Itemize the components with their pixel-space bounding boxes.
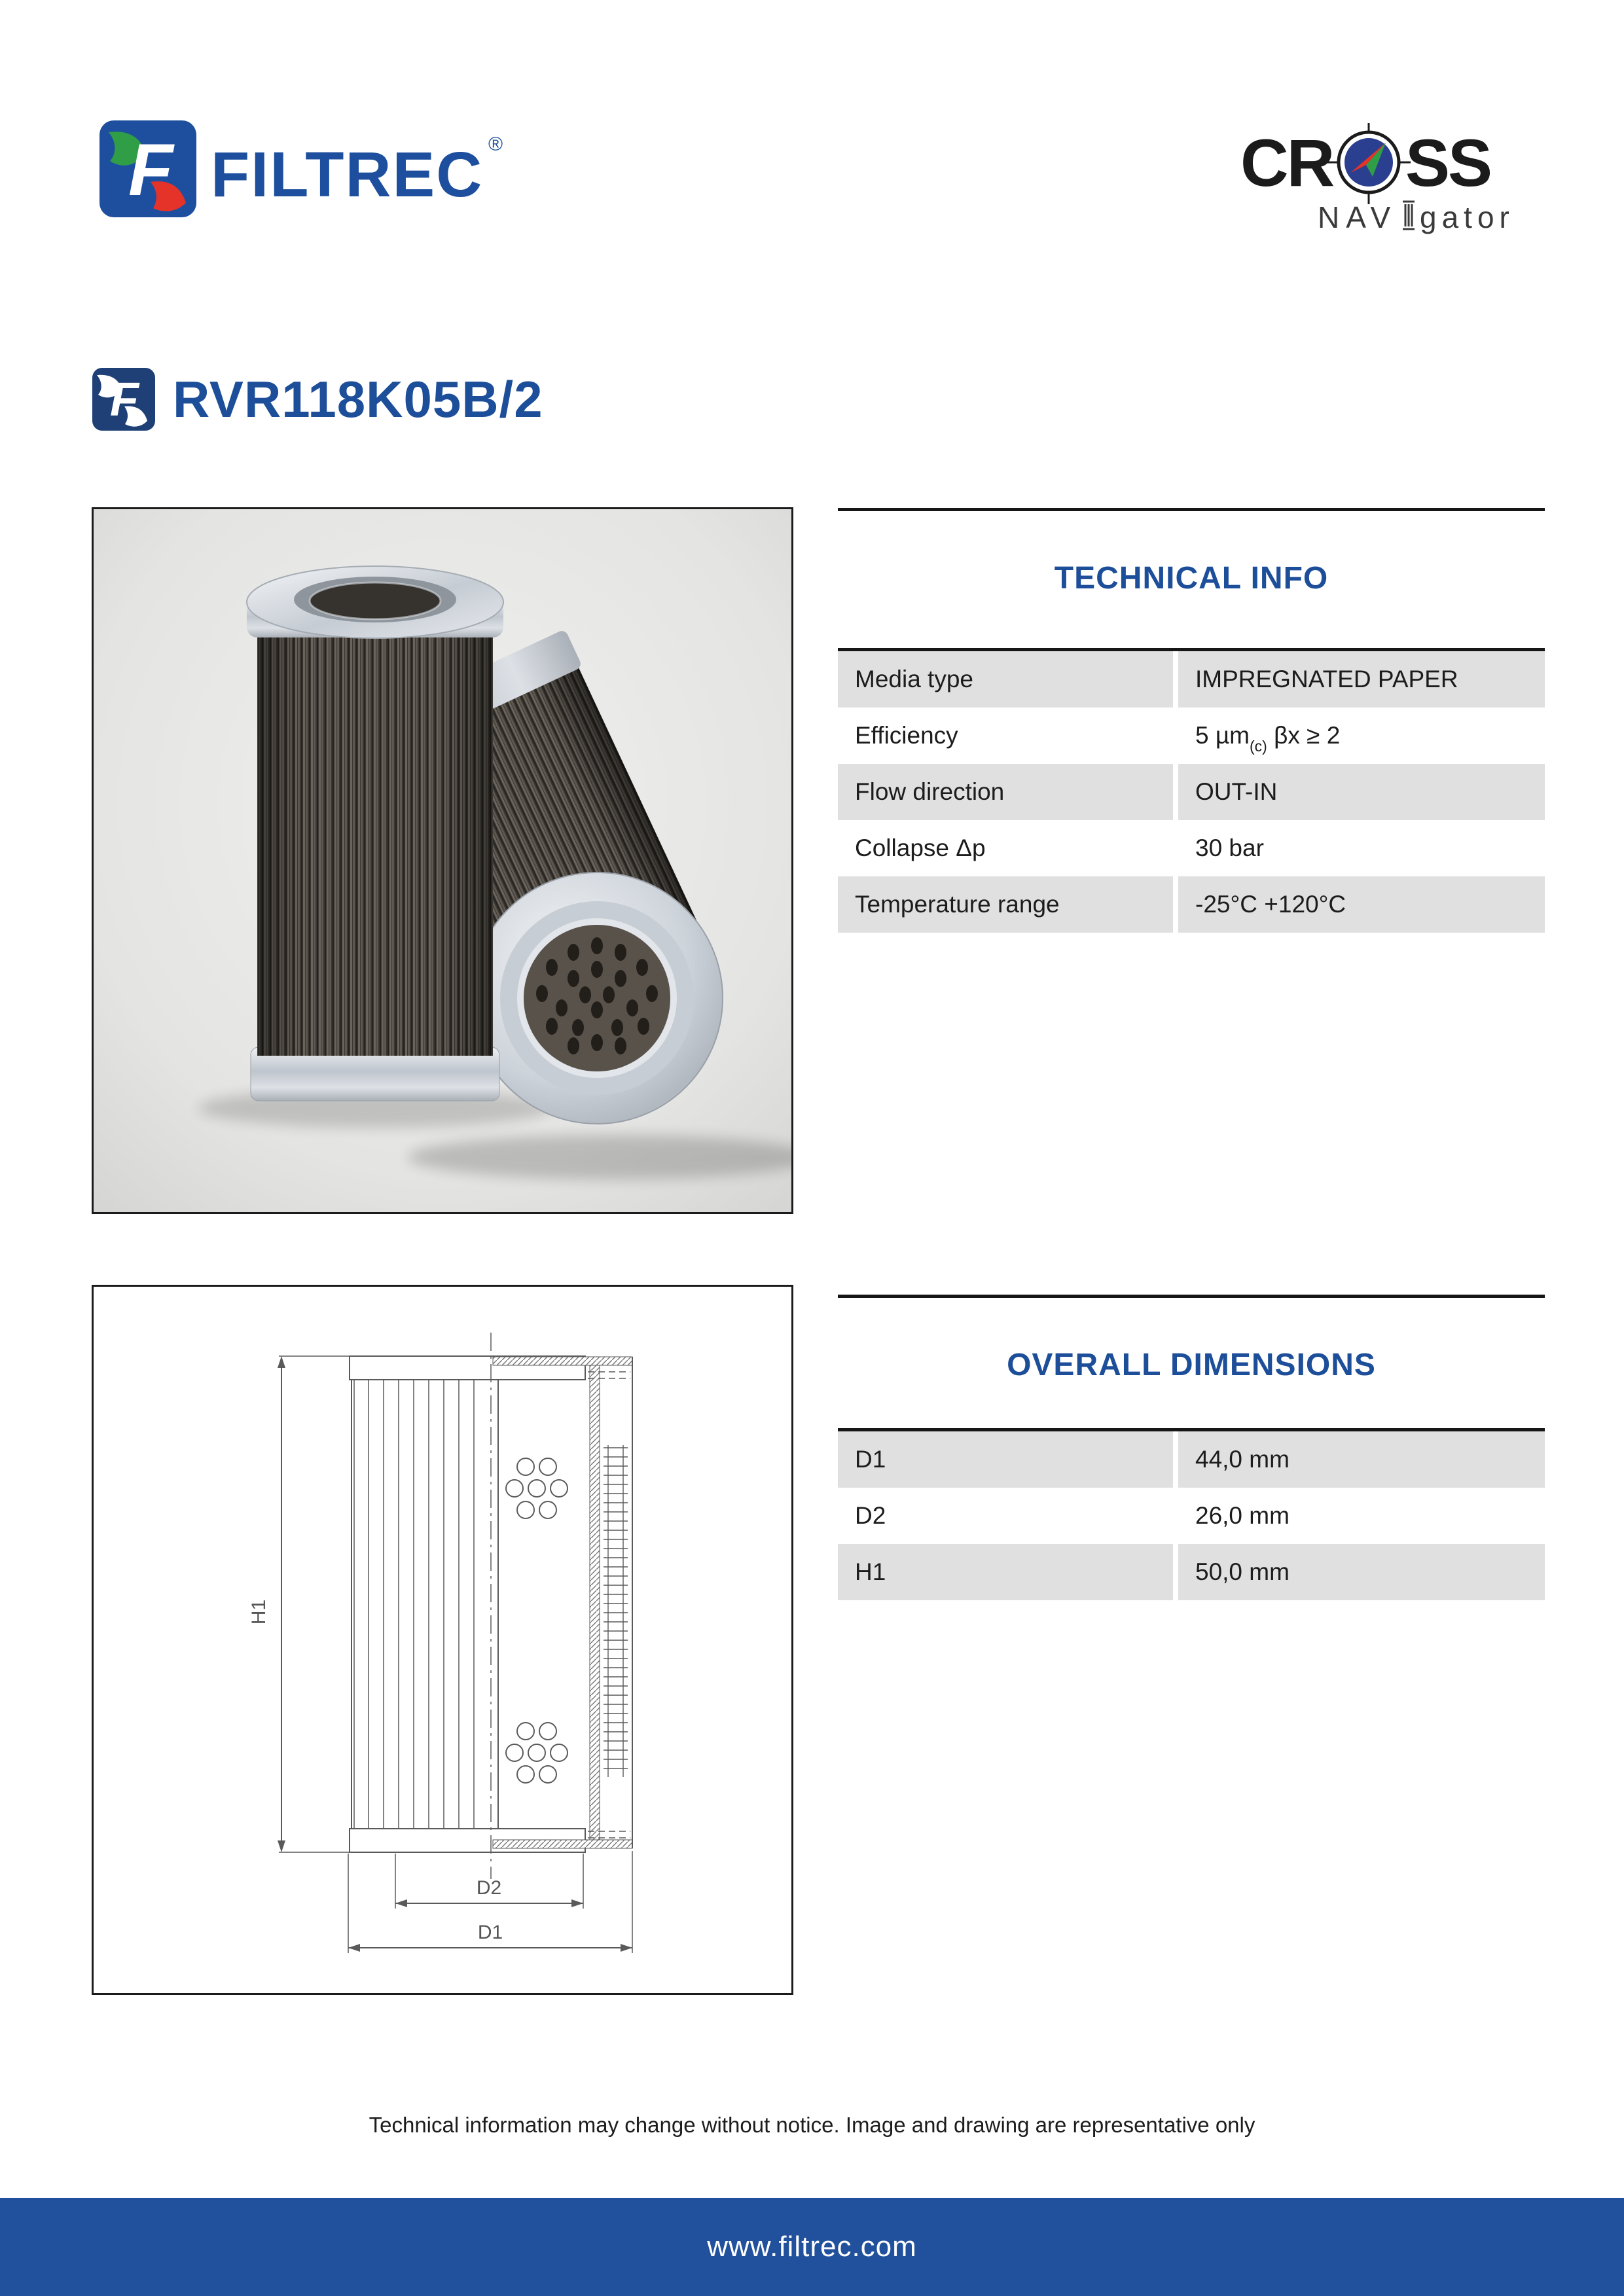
row-value: -25°C +120°C <box>1178 876 1545 933</box>
row-value: 5 µm$_{(c)}$ βx ≥ 2 <box>1178 708 1545 764</box>
registered-mark: ® <box>488 134 503 155</box>
disclaimer-text: Technical information may change without notice. Image and drawing are representative only <box>369 2113 1255 2137</box>
row-label: Media type <box>838 651 1173 708</box>
filtrec-logo <box>98 119 517 219</box>
column-icon <box>1403 202 1415 229</box>
lying-filter-face <box>471 872 723 1124</box>
row-value: 30 bar <box>1178 820 1545 876</box>
compass-icon <box>1327 123 1411 204</box>
overall-dimensions-divider <box>838 1295 1545 1298</box>
table-row <box>838 876 1545 933</box>
row-label: H1 <box>838 1544 1173 1600</box>
cross-navigator-logo <box>1240 123 1542 238</box>
navigator-left: NAV <box>1318 200 1398 234</box>
product-code: RVR118K05B/2 <box>173 370 543 428</box>
row-value: OUT-IN <box>1178 764 1545 820</box>
svg-text:F: F <box>110 374 139 426</box>
row-value: 26,0 mm <box>1178 1488 1545 1544</box>
filtrec-logo-f: F <box>128 129 173 211</box>
technical-info-divider <box>838 508 1545 511</box>
dim-label-d2: D2 <box>476 1877 502 1899</box>
overall-dimensions-title: OVERALL DIMENSIONS <box>1007 1348 1376 1382</box>
table-row <box>838 820 1545 876</box>
cross-word-right: SS <box>1405 126 1491 200</box>
product-photo <box>92 507 793 1214</box>
technical-info-table <box>838 648 1545 933</box>
dim-label-d1: D1 <box>477 1922 503 1943</box>
row-value: 44,0 mm <box>1178 1431 1545 1488</box>
row-value: IMPREGNATED PAPER <box>1178 651 1545 708</box>
row-value: 50,0 mm <box>1178 1544 1545 1600</box>
table-row <box>838 651 1545 708</box>
row-label: D1 <box>838 1431 1173 1488</box>
table-row <box>838 1544 1545 1600</box>
navigator-right: gator <box>1420 200 1515 234</box>
row-label: Collapse Δp <box>838 820 1173 876</box>
product-title-icon <box>92 367 156 431</box>
table-row <box>838 1488 1545 1544</box>
product-title-row <box>92 365 543 433</box>
row-label: Temperature range <box>838 876 1173 933</box>
standing-filter <box>247 566 503 1101</box>
product-photo-image <box>94 509 791 1212</box>
cross-word-left: CR <box>1240 126 1333 200</box>
technical-drawing-image <box>94 1287 791 1993</box>
table-row <box>838 708 1545 764</box>
website-link[interactable]: www.filtrec.com <box>707 2231 917 2263</box>
row-label: Flow direction <box>838 764 1173 820</box>
technical-drawing <box>92 1285 793 1995</box>
filtrec-wordmark: FILTREC <box>211 139 484 210</box>
dim-label-h1: H1 <box>248 1599 270 1625</box>
table-row <box>838 1431 1545 1488</box>
overall-dimensions-table <box>838 1428 1545 1600</box>
row-label: D2 <box>838 1488 1173 1544</box>
table-row <box>838 764 1545 820</box>
row-label: Efficiency <box>838 708 1173 764</box>
technical-info-title: TECHNICAL INFO <box>1054 561 1329 596</box>
footer-bar <box>0 2198 1624 2296</box>
